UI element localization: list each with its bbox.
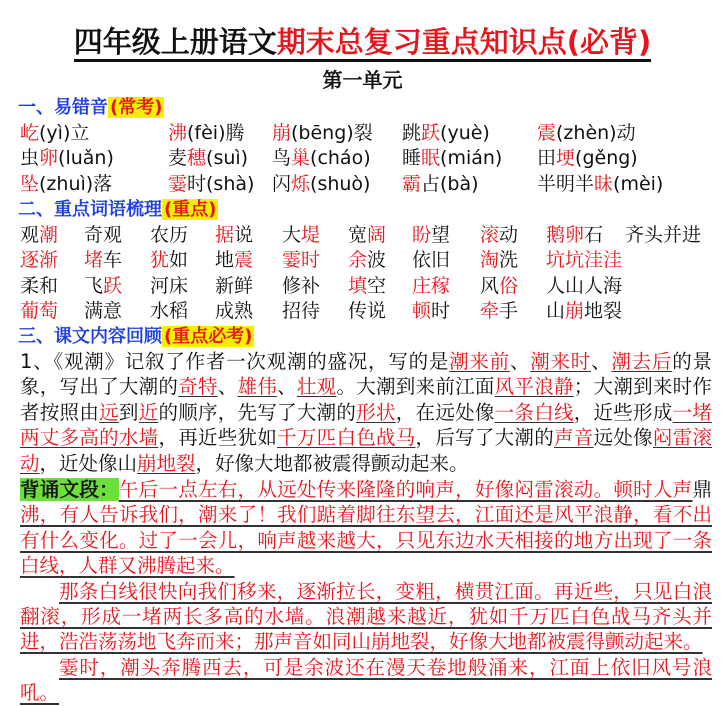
grid-item bbox=[20, 274, 58, 299]
grid-item bbox=[150, 299, 188, 324]
highlighted-text: 余 bbox=[348, 249, 368, 272]
highlighted-text: 沸 bbox=[168, 122, 188, 144]
grid-item bbox=[537, 146, 638, 171]
text-segment: 柔和 bbox=[20, 274, 59, 297]
grid-item bbox=[402, 121, 490, 146]
summary-paragraph bbox=[20, 349, 712, 476]
highlighted-text: 一堵两丈多高的水墙 bbox=[20, 400, 712, 450]
text-segment: (mèi) bbox=[613, 172, 664, 195]
highlighted-text: 填 bbox=[348, 274, 368, 297]
grid-item bbox=[215, 299, 253, 324]
text-segment: 农历 bbox=[150, 224, 189, 246]
text-segment: (shuò) bbox=[310, 172, 371, 195]
text-segment: 成熟 bbox=[215, 299, 254, 322]
text-segment: 新鲜 bbox=[215, 274, 254, 297]
highlighted-text: 壮观 bbox=[296, 375, 337, 399]
text-segment: 睡 bbox=[402, 147, 422, 170]
section-tag: (常考) bbox=[110, 97, 163, 118]
grid-item bbox=[537, 172, 663, 197]
text-segment: 满意 bbox=[84, 299, 123, 322]
highlighted-text: 据 bbox=[215, 224, 235, 246]
text-segment: 传说 bbox=[348, 299, 387, 322]
highlighted-text: 滚 bbox=[480, 224, 500, 246]
text-segment: (fèi)腾 bbox=[187, 122, 245, 144]
section-tag: (重点必考) bbox=[164, 326, 253, 347]
text-segment: 虫 bbox=[20, 147, 40, 170]
grid-item bbox=[215, 274, 253, 299]
section-title: 一、易错音 bbox=[18, 97, 108, 118]
text-segment: ，近处像山 bbox=[39, 451, 138, 475]
highlighted-text: 闷雷滚动 bbox=[20, 426, 712, 475]
grid-item bbox=[150, 274, 188, 299]
highlighted-text: 潮去后 bbox=[611, 350, 673, 373]
text-segment: 、 bbox=[591, 350, 612, 373]
text-segment: 望 bbox=[431, 224, 451, 246]
grid-item bbox=[150, 248, 188, 273]
highlighted-text: 烁 bbox=[291, 172, 311, 195]
grid-item bbox=[348, 299, 386, 324]
highlighted-text: 声音 bbox=[553, 426, 594, 450]
grid-item bbox=[168, 172, 254, 197]
recite-passage bbox=[20, 477, 712, 706]
section-title: 二、重点词语梳理 bbox=[18, 199, 162, 220]
highlighted-text: 坠 bbox=[20, 172, 40, 195]
highlighted-text: 形状 bbox=[356, 400, 396, 424]
section-tag: (重点) bbox=[164, 199, 217, 220]
text-segment: 山 bbox=[546, 299, 566, 322]
grid-item bbox=[402, 146, 502, 171]
text-segment: 车 bbox=[103, 249, 123, 272]
text-segment: (zhèn)动 bbox=[556, 122, 636, 144]
highlighted-text: 穗 bbox=[187, 147, 207, 170]
unit-heading: 第一单元 bbox=[322, 68, 403, 92]
highlighted-text: 震 bbox=[234, 249, 254, 272]
section-heading-pronunciation bbox=[18, 96, 164, 120]
text-segment: 半明半 bbox=[537, 172, 595, 195]
grid-item bbox=[20, 248, 58, 273]
text-segment: ，后写了大潮的 bbox=[415, 426, 554, 450]
text-segment: (suì) bbox=[206, 147, 249, 170]
text-segment: 跳 bbox=[402, 122, 422, 144]
highlighted-text: 潮来时 bbox=[530, 350, 592, 373]
grid-item bbox=[272, 121, 373, 146]
title-black: 四年级上册语文 bbox=[73, 25, 277, 59]
grid-item bbox=[150, 223, 188, 248]
grid-item bbox=[348, 248, 386, 273]
highlighted-text: 逐渐 bbox=[20, 249, 59, 272]
grid-item bbox=[272, 172, 370, 197]
highlighted-text: 霎时 bbox=[282, 249, 321, 272]
text-segment: 石 bbox=[584, 224, 604, 246]
highlighted-text: 崩地裂 bbox=[137, 451, 196, 475]
highlighted-text: 一条白线 bbox=[494, 400, 574, 424]
highlighted-text: 潮 bbox=[39, 224, 59, 246]
highlighted-text: 潮来前 bbox=[449, 350, 510, 373]
text-segment: 、 bbox=[509, 350, 531, 373]
grid-item bbox=[84, 274, 122, 299]
text-segment: 观 bbox=[20, 224, 40, 246]
grid-item bbox=[168, 121, 245, 146]
highlighted-text: 堵 bbox=[84, 249, 104, 272]
text-segment: ，再近些犹如 bbox=[158, 426, 278, 450]
highlighted-text: 屹 bbox=[20, 122, 40, 144]
text-segment: 闪 bbox=[272, 172, 292, 195]
text-segment: 大 bbox=[282, 224, 302, 246]
highlighted-text: 远 bbox=[99, 400, 119, 424]
highlighted-text: 葡萄 bbox=[20, 299, 59, 322]
text-segment: (zhuì)落 bbox=[39, 172, 113, 195]
highlighted-text: 昧 bbox=[594, 172, 614, 195]
grid-item bbox=[84, 223, 122, 248]
highlighted-text: 鹅卵 bbox=[546, 224, 585, 246]
text-segment: (gěng) bbox=[575, 147, 638, 170]
highlighted-text: 千万匹白色战马 bbox=[277, 426, 416, 450]
highlighted-text: 跃 bbox=[421, 122, 441, 144]
highlighted-text: 崩 bbox=[565, 299, 585, 322]
highlighted-text: 淘 bbox=[480, 249, 500, 272]
recite-paragraph-3 bbox=[20, 655, 712, 706]
grid-item bbox=[215, 248, 253, 273]
highlighted-text: 雄伟 bbox=[237, 375, 278, 399]
grid-item bbox=[20, 172, 112, 197]
text-segment: 1、《观潮》记叙了作者一次观潮的盛况，写的是 bbox=[20, 350, 450, 373]
text-segment: (cháo) bbox=[310, 147, 371, 170]
highlighted-text: 霎时，潮头奔腾西去，可是余波还在漫天卷地般涌来，江面上依旧风号浪吼。 bbox=[20, 655, 712, 705]
highlighted-text: 卵 bbox=[39, 147, 59, 170]
highlighted-text: 震 bbox=[537, 122, 557, 144]
section-title: 三、课文内容回顾 bbox=[18, 326, 162, 347]
text-segment: ，好像大地都被震得颤动起来。 bbox=[195, 451, 469, 475]
text-segment: 奇观 bbox=[84, 224, 123, 246]
grid-item bbox=[348, 274, 386, 299]
text-segment: 田 bbox=[537, 147, 557, 170]
highlighted-text: 犹 bbox=[150, 249, 170, 272]
grid-item bbox=[412, 223, 450, 248]
text-segment: 时 bbox=[431, 299, 451, 322]
text-segment: (mián) bbox=[440, 147, 503, 170]
grid-item bbox=[412, 274, 450, 299]
highlighted-text: 近 bbox=[138, 400, 159, 424]
highlighted-text: 眠 bbox=[421, 147, 441, 170]
text-segment: 的顺序，先写了大潮的 bbox=[158, 400, 357, 424]
highlighted-text: 巢 bbox=[291, 147, 311, 170]
grid-item bbox=[20, 146, 114, 171]
grid-item bbox=[20, 121, 89, 146]
text-segment: (luǎn) bbox=[58, 147, 114, 170]
text-segment: 修补 bbox=[282, 274, 321, 297]
text-segment: (bēng)裂 bbox=[291, 122, 373, 144]
highlighted-text: 盼 bbox=[412, 224, 432, 246]
text-segment: 时(shà) bbox=[187, 172, 255, 195]
text-segment: 人山人海 bbox=[546, 274, 623, 297]
grid-item bbox=[480, 274, 518, 299]
grid-item bbox=[84, 248, 122, 273]
grid-item bbox=[480, 223, 518, 248]
highlighted-text: 霸 bbox=[402, 172, 422, 195]
text-segment: 远处像 bbox=[593, 426, 653, 450]
section-heading-review bbox=[18, 325, 254, 349]
document-title bbox=[0, 22, 725, 62]
highlighted-text: 跃 bbox=[103, 274, 123, 297]
highlighted-text: 俗 bbox=[499, 274, 519, 297]
text-segment: 空 bbox=[367, 274, 387, 297]
text-segment: 地 bbox=[215, 249, 235, 272]
grid-item bbox=[282, 274, 320, 299]
text-segment: 说 bbox=[234, 224, 254, 246]
highlighted-text: 那条白线很快向我们移来，逐渐拉长，变粗，横贯江面。再近些，只见白浪翻滚，形成一堵两长多高的水墙。浪潮越来越近，犹如千万匹白色战马齐头并进，浩浩荡荡地飞奔而来；那声音如同山崩地裂，好像大地都被震得颤动起来。 bbox=[20, 579, 712, 654]
text-segment: ，近些形成 bbox=[573, 400, 673, 424]
grid-item bbox=[546, 248, 622, 273]
recite-paragraph-1 bbox=[20, 477, 712, 579]
grid-item bbox=[480, 248, 518, 273]
text-segment: 的景象，写出了大潮的 bbox=[20, 350, 712, 399]
highlighted-text: 午后一点左右，从远处传来隆隆的响声，好像闷雷滚动。顿时人声 bbox=[118, 478, 693, 501]
text-segment: 麦 bbox=[168, 147, 188, 170]
highlighted-text: 庄稼 bbox=[412, 274, 451, 297]
text-segment: 风 bbox=[480, 274, 500, 297]
title-red: 期末总复习重点知识点(必背) bbox=[276, 25, 652, 59]
grid-item bbox=[480, 299, 518, 324]
text-segment: 招待 bbox=[282, 299, 321, 322]
text-segment: 。大潮到来前江面 bbox=[336, 375, 495, 399]
section-heading-vocabulary bbox=[18, 198, 218, 222]
text-segment: 齐头并进 bbox=[625, 224, 702, 246]
text-segment: 依旧 bbox=[412, 249, 451, 272]
recite-label: 背诵文段： bbox=[20, 478, 119, 501]
recite-paragraph-2 bbox=[20, 579, 712, 655]
text-segment: 河床 bbox=[150, 274, 189, 297]
text-segment: 、 bbox=[217, 375, 238, 399]
grid-item bbox=[272, 146, 371, 171]
grid-item bbox=[546, 223, 603, 248]
grid-item bbox=[402, 172, 479, 197]
grid-item bbox=[215, 223, 253, 248]
highlighted-text: 沸，有人告诉我们，潮来了！我们踮着脚往东望去，江面还是风平浪静，看不出有什么变化。过了一会儿，响声越来越大，只见东边水天相接的地方出现了一条白线，人群又沸腾起来。 bbox=[20, 503, 712, 578]
text-segment: 波 bbox=[367, 249, 387, 272]
text-segment: ；大潮到来时作者按照由 bbox=[20, 375, 712, 424]
text-segment: 水稻 bbox=[150, 299, 189, 322]
text-segment: 动 bbox=[499, 224, 519, 246]
text-segment: 占(bà) bbox=[421, 172, 479, 195]
grid-item bbox=[412, 299, 450, 324]
grid-item bbox=[412, 248, 450, 273]
text-segment: 到 bbox=[118, 400, 139, 424]
text-segment: 鸟 bbox=[272, 147, 292, 170]
grid-item bbox=[282, 223, 320, 248]
highlighted-text: 奇特 bbox=[178, 375, 218, 399]
text-segment: ，在远处像 bbox=[395, 400, 495, 424]
highlighted-text: 霎 bbox=[168, 172, 188, 195]
grid-item bbox=[282, 299, 320, 324]
grid-item bbox=[546, 299, 622, 324]
grid-item bbox=[537, 121, 636, 146]
text-segment: 手 bbox=[499, 299, 519, 322]
text-segment: 地裂 bbox=[584, 299, 623, 322]
highlighted-text: 坑坑洼洼 bbox=[546, 249, 623, 272]
text-segment: 飞 bbox=[84, 274, 104, 297]
text-segment: 宽 bbox=[348, 224, 368, 246]
highlighted-text: 风平浪静 bbox=[494, 375, 574, 399]
highlighted-text: 牵 bbox=[480, 299, 500, 322]
grid-item bbox=[348, 223, 386, 248]
highlighted-text: 堤 bbox=[301, 224, 321, 246]
text-segment: 、 bbox=[277, 375, 297, 399]
grid-item bbox=[168, 146, 248, 171]
highlighted-text: 顿 bbox=[412, 299, 432, 322]
text-segment: (yuè) bbox=[440, 122, 490, 144]
text-segment: 洗 bbox=[499, 249, 519, 272]
text-segment: (yì)立 bbox=[39, 122, 90, 144]
grid-item bbox=[546, 274, 622, 299]
text-segment: 如 bbox=[169, 249, 189, 272]
grid-item bbox=[20, 299, 58, 324]
grid-item bbox=[84, 299, 122, 324]
grid-item bbox=[20, 223, 58, 248]
text-segment: 鼎 bbox=[692, 478, 712, 501]
highlighted-text: 埂 bbox=[556, 147, 576, 170]
grid-item bbox=[282, 248, 320, 273]
highlighted-text: 阔 bbox=[367, 224, 387, 246]
highlighted-text: 崩 bbox=[272, 122, 292, 144]
grid-item bbox=[625, 223, 701, 248]
